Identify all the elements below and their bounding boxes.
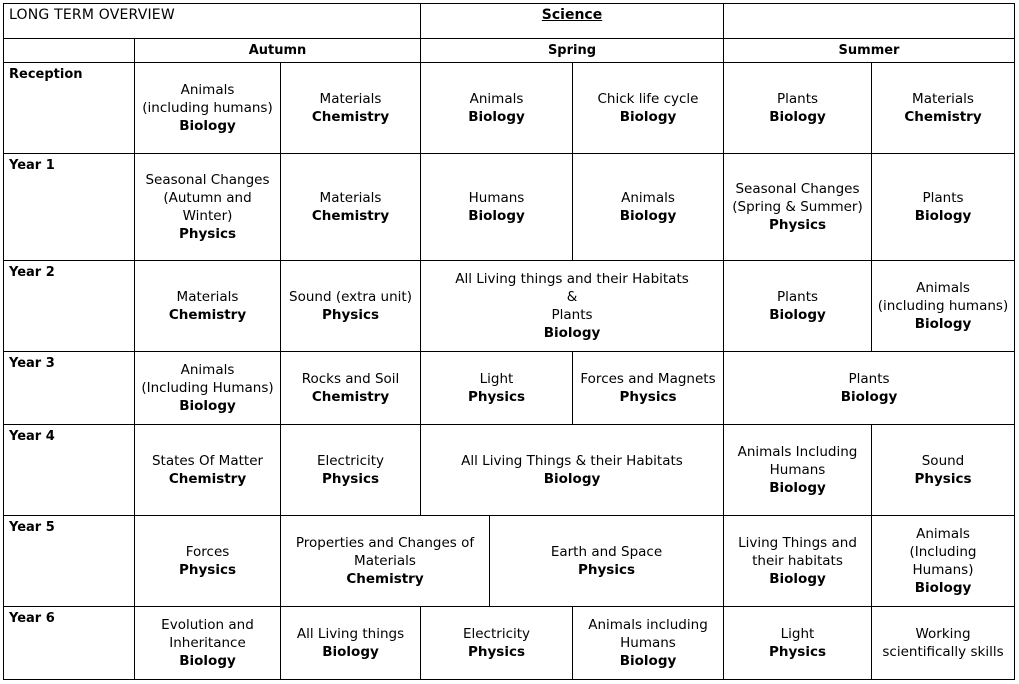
topic-line: Forces and Magnets <box>580 371 716 387</box>
topic-cell <box>724 63 872 154</box>
topic-line: (including humans) <box>142 100 273 116</box>
topic-line: Seasonal Changes <box>145 172 270 188</box>
topic-line: Electricity <box>462 626 531 642</box>
topic-cell <box>421 261 724 352</box>
science-branch: Physics <box>178 562 236 578</box>
topic-line: Inheritance <box>169 635 246 651</box>
topic-line: Light <box>479 371 514 387</box>
topic-line: Materials <box>176 289 239 305</box>
topic-line: Sound (extra unit) <box>289 289 412 305</box>
topic-cell <box>281 516 490 607</box>
topic-cell <box>281 154 421 261</box>
topic-line: Materials <box>319 91 382 107</box>
science-branch: Chemistry <box>311 109 390 125</box>
science-branch: Physics <box>619 389 677 405</box>
topic-line: Animals <box>621 190 675 206</box>
science-branch: Biology <box>543 471 601 487</box>
topic-cell <box>135 607 281 680</box>
topic-line: Materials <box>912 91 974 107</box>
topic-cell <box>490 516 724 607</box>
topic-cell <box>872 607 1015 680</box>
science-branch: Physics <box>467 644 525 660</box>
topic-line: Animals <box>469 91 524 107</box>
topic-line: Animals <box>916 280 970 296</box>
topic-line: Plants <box>848 371 890 387</box>
year-row-year1 <box>4 154 1015 261</box>
science-branch: Biology <box>619 653 677 669</box>
topic-line: Humans <box>620 635 676 651</box>
science-branch: Physics <box>768 644 826 660</box>
corner-cell <box>4 39 135 63</box>
science-branch: Biology <box>914 316 972 332</box>
topic-line: Living Things and <box>738 535 857 551</box>
topic-cell <box>421 425 724 516</box>
science-branch: Chemistry <box>311 208 390 224</box>
topic-line: Winter) <box>182 208 233 224</box>
science-branch: Biology <box>619 208 677 224</box>
science-branch: Biology <box>619 109 677 125</box>
topic-cell <box>421 63 573 154</box>
topic-cell <box>135 261 281 352</box>
topic-line: Earth and Space <box>550 544 663 560</box>
topic-line: Plants <box>776 289 819 305</box>
topic-line: Humans <box>468 190 525 206</box>
topic-line: Working <box>915 626 971 642</box>
topic-cell <box>724 607 872 680</box>
science-branch: Physics <box>577 562 635 578</box>
topic-cell <box>573 154 724 261</box>
topic-cell <box>421 352 573 425</box>
science-branch: Biology <box>769 109 826 125</box>
topic-cell <box>281 352 421 425</box>
science-branch: Physics <box>467 389 525 405</box>
topic-cell <box>135 352 281 425</box>
term-header-summer: Summer <box>724 39 1015 63</box>
science-branch: Biology <box>769 571 826 587</box>
topic-line: (including humans) <box>877 298 1009 314</box>
topic-line: Light <box>780 626 815 642</box>
topic-cell <box>724 154 872 261</box>
topic-line: Materials <box>319 190 382 206</box>
topic-cell <box>281 261 421 352</box>
topic-line: Properties and Changes of <box>295 535 475 551</box>
topic-line: (Including <box>909 544 977 560</box>
topic-cell <box>135 516 281 607</box>
science-branch: Chemistry <box>904 109 982 125</box>
topic-cell <box>573 63 724 154</box>
science-branch: Biology <box>840 389 898 405</box>
topic-line: Chick life cycle <box>597 91 699 107</box>
subject-title: Science <box>421 4 724 39</box>
science-branch: Physics <box>768 217 826 233</box>
topic-cell <box>281 63 421 154</box>
topic-line: All Living things <box>296 626 405 642</box>
topic-cell <box>421 607 573 680</box>
title-row-filler <box>724 4 1015 39</box>
topic-cell <box>135 154 281 261</box>
science-branch: Biology <box>769 307 826 323</box>
topic-line: All Living things and their Habitats <box>455 271 689 287</box>
science-branch: Chemistry <box>311 389 390 405</box>
science-branch: Biology <box>468 208 525 224</box>
topic-cell <box>872 154 1015 261</box>
topic-cell <box>872 516 1015 607</box>
science-branch: Physics <box>321 307 379 323</box>
page-title: LONG TERM OVERVIEW <box>4 4 421 39</box>
topic-line: (Spring & Summer) <box>732 199 863 215</box>
topic-line: Seasonal Changes <box>735 181 860 197</box>
year-label: Year 6 <box>4 607 135 680</box>
topic-line: & <box>566 289 578 305</box>
science-branch: Chemistry <box>168 307 247 323</box>
term-header-spring: Spring <box>421 39 724 63</box>
science-branch: Biology <box>543 325 601 341</box>
topic-line: scientifically skills <box>882 644 1004 660</box>
science-branch: Biology <box>769 480 826 496</box>
topic-cell <box>724 425 872 516</box>
year-label: Year 2 <box>4 261 135 352</box>
topic-cell <box>724 261 872 352</box>
topic-line: Humans) <box>912 562 974 578</box>
year-row-year2 <box>4 261 1015 352</box>
topic-line: Plants <box>922 190 964 206</box>
topic-line: Rocks and Soil <box>301 371 400 387</box>
long-term-overview-document <box>3 3 1015 680</box>
topic-line: their habitats <box>752 553 843 569</box>
topic-line: Animals <box>916 526 970 542</box>
year-label: Reception <box>4 63 135 154</box>
term-header-autumn: Autumn <box>135 39 421 63</box>
topic-line: Materials <box>354 553 416 569</box>
topic-line: (Autumn and <box>163 190 252 206</box>
year-label: Year 5 <box>4 516 135 607</box>
topic-cell <box>421 154 573 261</box>
science-branch: Chemistry <box>168 471 247 487</box>
year-row-reception <box>4 63 1015 154</box>
topic-cell <box>724 516 872 607</box>
topic-cell <box>281 425 421 516</box>
year-label: Year 4 <box>4 425 135 516</box>
topic-line: All Living Things & their Habitats <box>461 453 683 469</box>
topic-line: Animals <box>180 82 235 98</box>
year-row-year6 <box>4 607 1015 680</box>
topic-line: Animals <box>180 362 235 378</box>
science-branch: Biology <box>914 208 972 224</box>
science-branch: Chemistry <box>346 571 424 587</box>
topic-cell <box>724 352 1015 425</box>
science-branch: Physics <box>178 226 236 242</box>
science-branch: Biology <box>468 109 525 125</box>
topic-line: Animals Including <box>737 444 858 460</box>
topic-line: Electricity <box>316 453 385 469</box>
science-branch: Biology <box>179 398 236 414</box>
topic-line: States Of Matter <box>151 453 264 469</box>
topic-cell <box>135 63 281 154</box>
topic-line: Plants <box>776 91 819 107</box>
topic-cell <box>281 607 421 680</box>
topic-line: Forces <box>185 544 230 560</box>
topic-cell <box>872 63 1015 154</box>
topic-cell <box>872 425 1015 516</box>
topic-cell <box>872 261 1015 352</box>
year-label: Year 1 <box>4 154 135 261</box>
science-branch: Physics <box>914 471 972 487</box>
topic-line: Humans <box>769 462 826 478</box>
topic-line: Sound <box>921 453 965 469</box>
topic-line: (Including Humans) <box>141 380 274 396</box>
topic-line: Evolution and <box>161 617 254 633</box>
topic-cell <box>135 425 281 516</box>
science-branch: Biology <box>914 580 972 596</box>
year-row-year3 <box>4 352 1015 425</box>
title-row <box>4 4 1015 39</box>
science-branch: Biology <box>322 644 379 660</box>
science-branch: Biology <box>179 118 236 134</box>
science-branch: Biology <box>179 653 236 669</box>
science-branch: Physics <box>321 471 379 487</box>
topic-cell <box>573 352 724 425</box>
overview-table <box>3 3 1015 680</box>
topic-line: Animals including <box>588 617 708 633</box>
year-label: Year 3 <box>4 352 135 425</box>
year-row-year5 <box>4 516 1015 607</box>
year-row-year4 <box>4 425 1015 516</box>
topic-line: Plants <box>551 307 593 323</box>
topic-cell <box>573 607 724 680</box>
term-header-row <box>4 39 1015 63</box>
